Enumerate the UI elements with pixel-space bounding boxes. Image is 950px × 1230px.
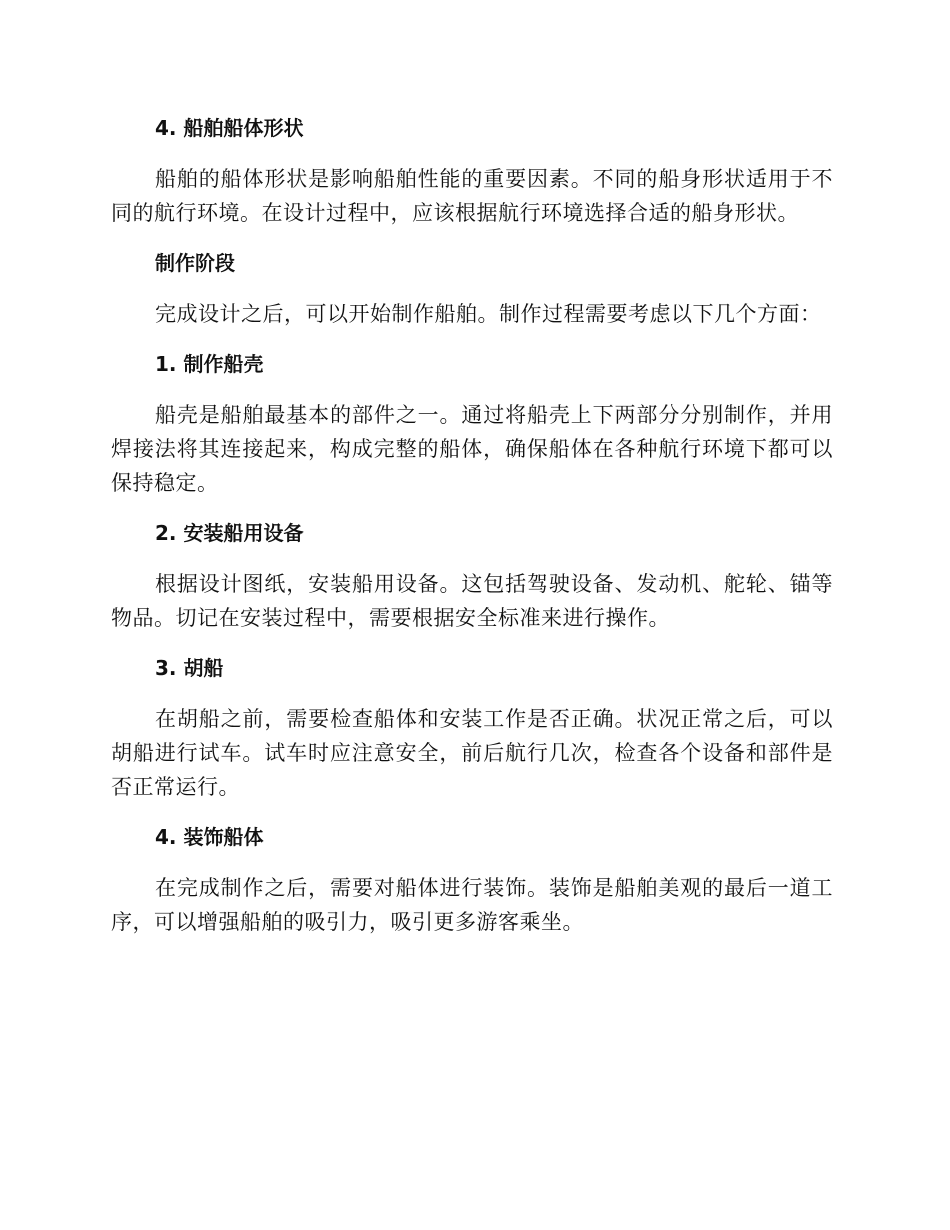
section-paragraph-production-stage: 完成设计之后，可以开始制作船舶。制作过程需要考虑以下几个方面：	[155, 302, 822, 326]
section-heading-make-hull: 1. 制作船壳	[155, 352, 264, 376]
section-heading-production-stage: 制作阶段	[155, 251, 235, 275]
section-paragraph-decorate-hull: 在完成制作之后，需要对船体进行装饰。装饰是船舶美观的最后一道工序，可以增强船舶的吸引力，吸引更多游客乘坐。	[111, 876, 833, 934]
section-heading-install-equipment: 2. 安装船用设备	[155, 521, 304, 545]
section-paragraph-make-hull: 船壳是船舶最基本的部件之一。通过将船壳上下两部分分别制作，并用焊接法将其连接起来，构成完整的船体，确保船体在各种航行环境下都可以保持稳定。	[111, 403, 833, 495]
section-paragraph-hull-shape: 船舶的船体形状是影响船舶性能的重要因素。不同的船身形状适用于不同的航行环境。在设计过程中，应该根据航行环境选择合适的船身形状。	[111, 167, 833, 225]
section-heading-launch-ship: 3. 胡船	[155, 656, 224, 680]
document-body	[111, 113, 833, 957]
section-heading-hull-shape: 4. 船舶船体形状	[155, 116, 304, 140]
section-paragraph-install-equipment: 根据设计图纸，安装船用设备。这包括驾驶设备、发动机、舵轮、锚等物品。切记在安装过程中，需要根据安全标准来进行操作。	[111, 572, 833, 630]
section-paragraph-launch-ship: 在胡船之前，需要检查船体和安装工作是否正确。状况正常之后，可以胡船进行试车。试车时应注意安全，前后航行几次，检查各个设备和部件是否正常运行。	[111, 707, 833, 799]
section-heading-decorate-hull: 4. 装饰船体	[155, 825, 264, 849]
